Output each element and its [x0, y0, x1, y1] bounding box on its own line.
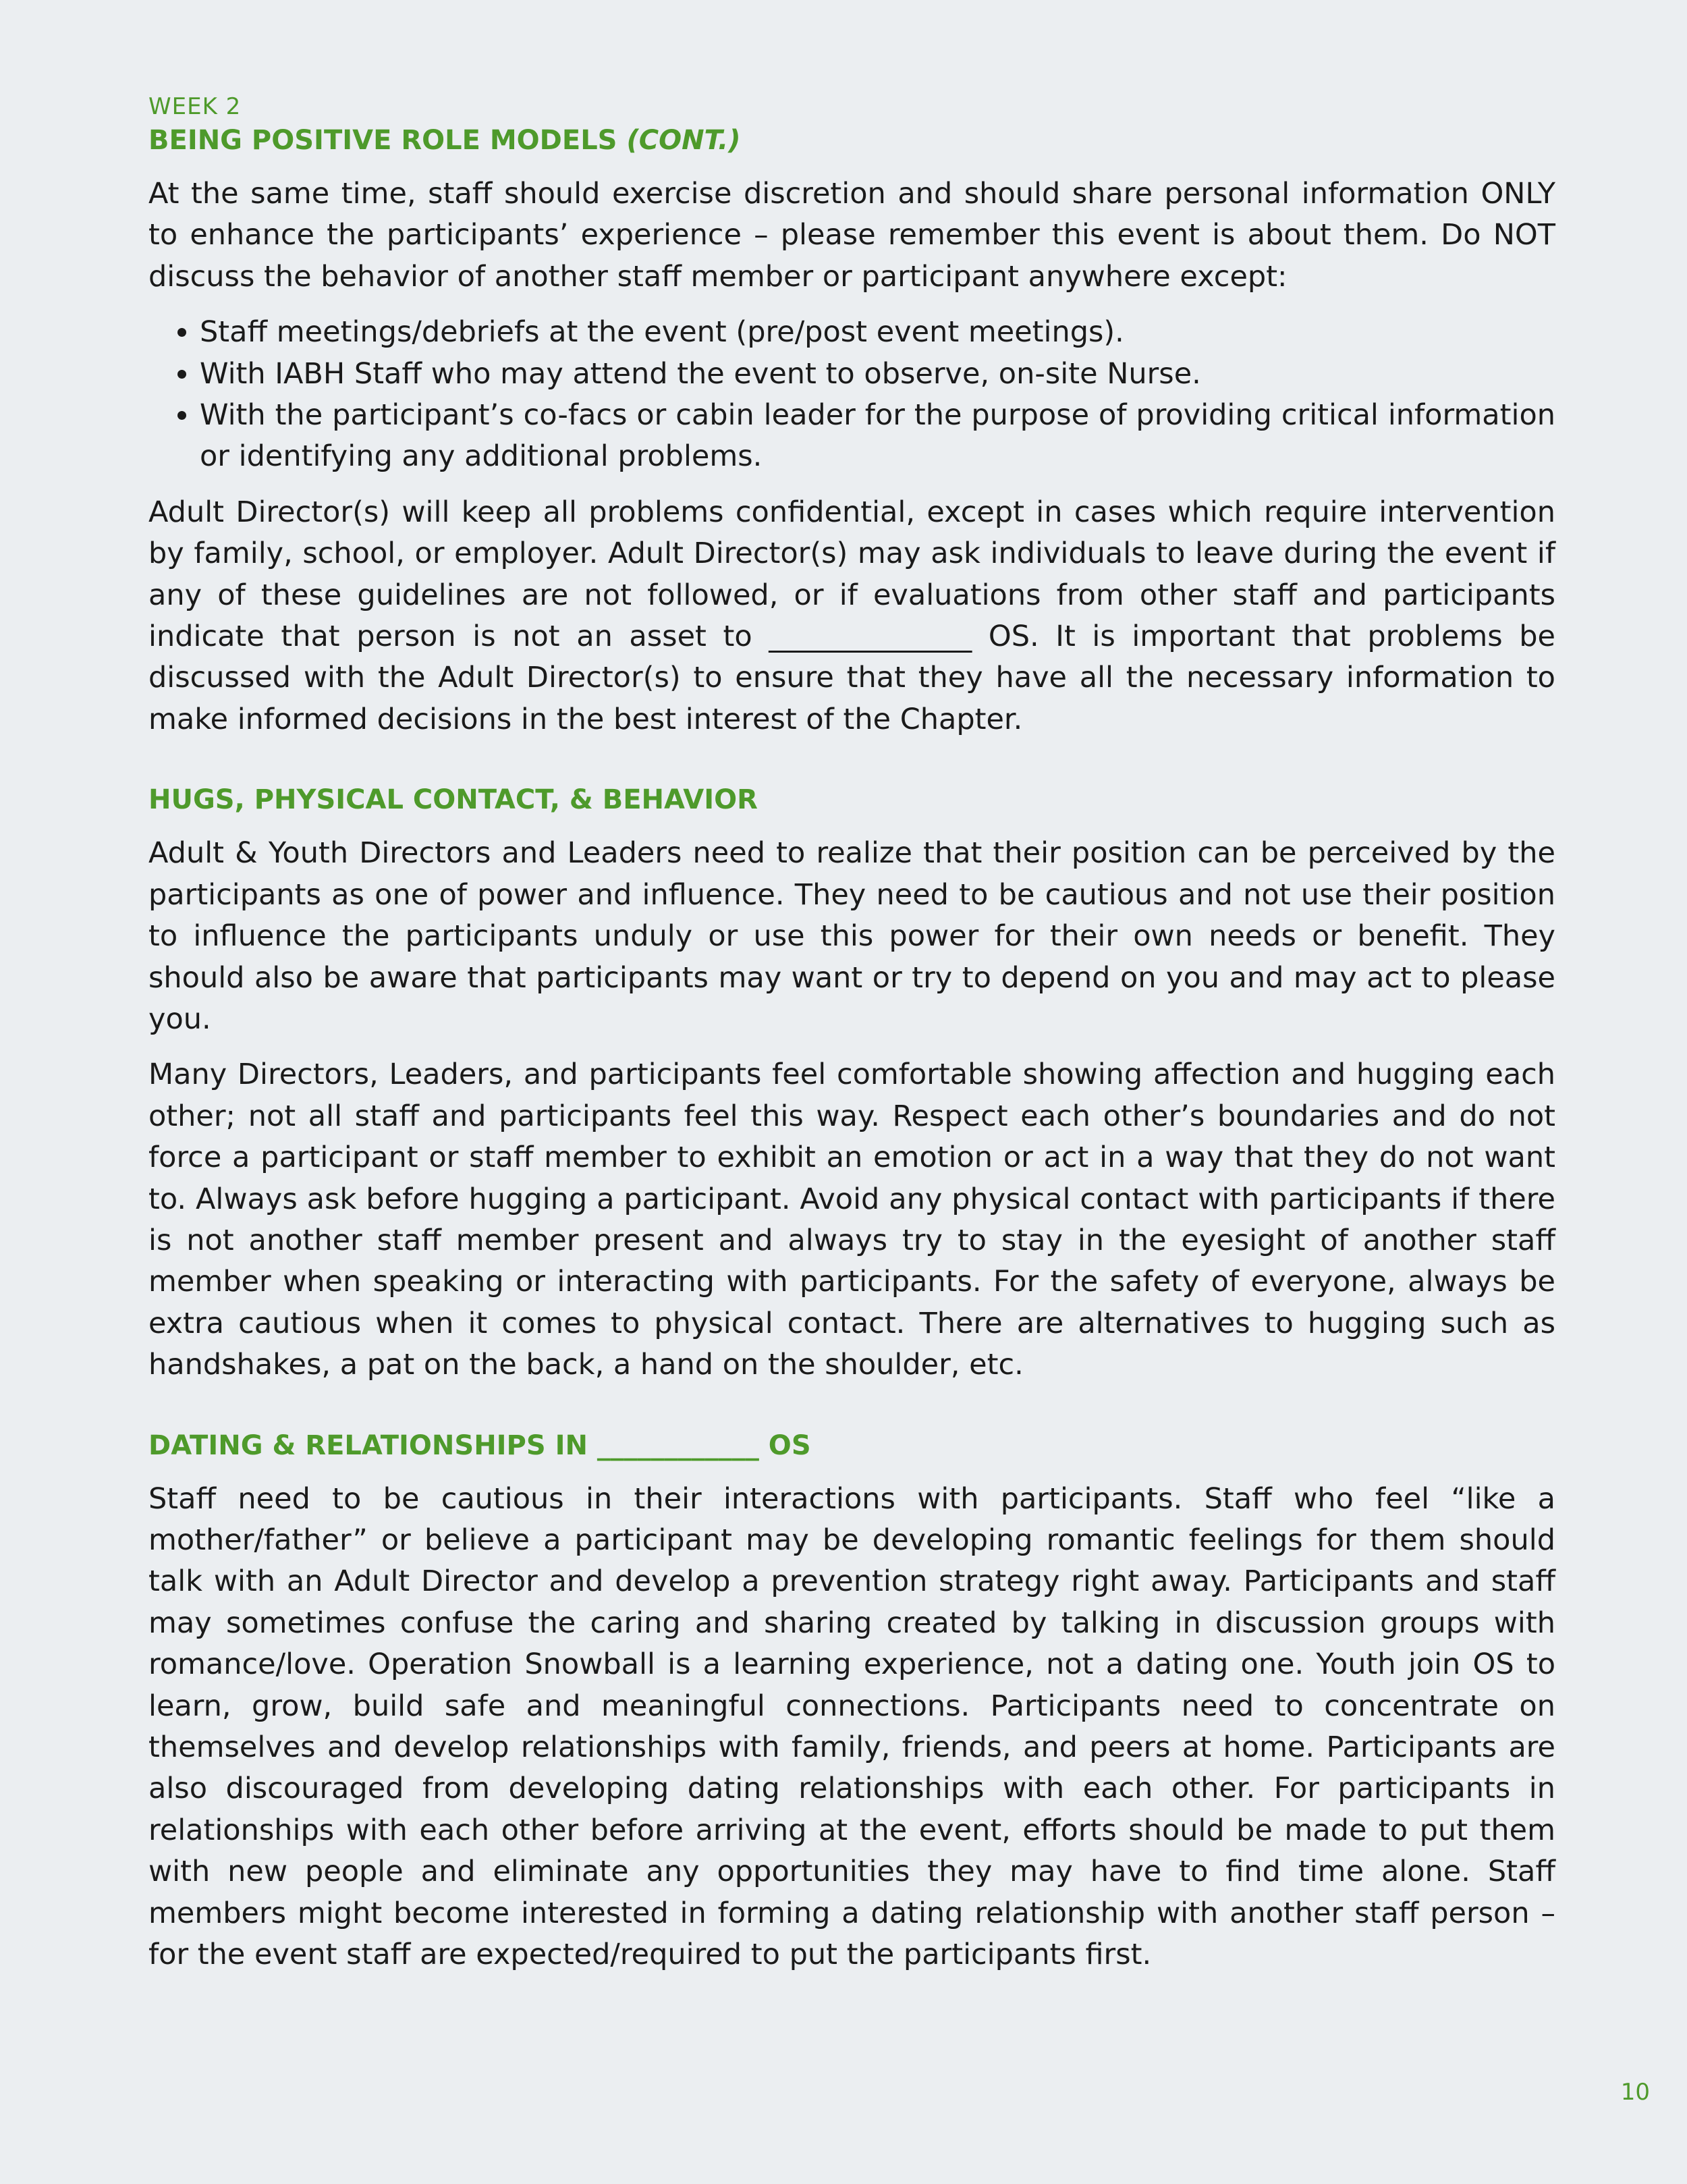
heading-text: BEING POSITIVE ROLE MODELS	[148, 125, 617, 156]
paragraph-confidentiality: Adult Director(s) will keep all problems confidential, except in cases which require intervention by family, school, or employer. Adult Director(s) may ask individuals to leave during the event if any of these guidelines are not followed, or if evaluations from other staff and participants indicate that person is not an asset to ______________ OS. It is important that problems be discussed with the Adult Director(s) to ensure that they have all the necessary information to make informed decisions in the best interest of the Chapter.	[148, 495, 1555, 736]
section-heading-role-models	[148, 121, 1555, 159]
list-item: • With the participant’s co-facs or cabin leader for the purpose of providing critical information or identifying any additional problems.	[200, 395, 1555, 478]
list-item: • Staff meetings/debriefs at the event (pre/post event meetings).	[200, 312, 1555, 353]
page-number: 10	[1620, 2079, 1650, 2106]
section-heading-hugs: HUGS, PHYSICAL CONTACT, & BEHAVIOR	[148, 784, 758, 816]
paragraph-affection: Many Directors, Leaders, and participants feel comfortable showing affection and hugging each other; not all staff and participants feel this way. Respect each other’s boundaries and do not force a participant or staff member to exhibit an emotion or act in a way that they do not want to. Always ask before hugging a participant. Avoid any physical contact with participants if there is not another staff member present and always try to stay in the eyesight of another staff member when speaking or interacting with participants. For the safety of everyone, always be extra cautious when it comes to physical contact. There are alternatives to hugging such as handshakes, a pat on the back, a hand on the shoulder, etc.	[148, 1058, 1555, 1382]
paragraph-power: Adult & Youth Directors and Leaders need to realize that their position can be perceived by the participants as one of power and influence. They need to be cautious and not use their position to influence the participants unduly or use this power for their own needs or benefit. They should also be aware that participants may want or try to depend on you and may act to please you.	[148, 836, 1555, 1036]
section-heading-dating: DATING & RELATIONSHIPS IN ____________ OS	[148, 1429, 811, 1461]
exceptions-list	[148, 312, 1555, 478]
list-item: • With IABH Staff who may attend the event to observe, on-site Nurse.	[200, 354, 1555, 395]
paragraph-discretion: At the same time, staff should exercise discretion and should share personal information ONLY to enhance the participants’ experience – please remember this event is about them. Do NOT discuss the behavior of another staff member or participant anywhere except:	[148, 177, 1555, 294]
paragraph-dating: Staff need to be cautious in their interactions with participants. Staff who feel “like a mother/father” or believe a participant may be developing romantic feelings for them should talk with an Adult Director and develop a prevention strategy right away. Participants and staff may sometimes confuse the caring and sharing created by talking in discussion groups with romance/love. Operation Snowball is a learning experience, not a dating one. Youth join OS to learn, grow, build safe and meaningful connections. Participants need to concentrate on themselves and develop relationships with family, friends, and peers at home. Participants are also discouraged from developing dating relationships with each other. For participants in relationships with each other before arriving at the event, efforts should be made to put them with new people and eliminate any opportunities they may have to find time alone. Staff members might become interested in forming a dating relationship with another staff person – for the event staff are expected/required to put the participants first.	[148, 1481, 1555, 1972]
heading-suffix: (CONT.)	[626, 125, 741, 156]
section-label: WEEK 2	[148, 93, 242, 120]
